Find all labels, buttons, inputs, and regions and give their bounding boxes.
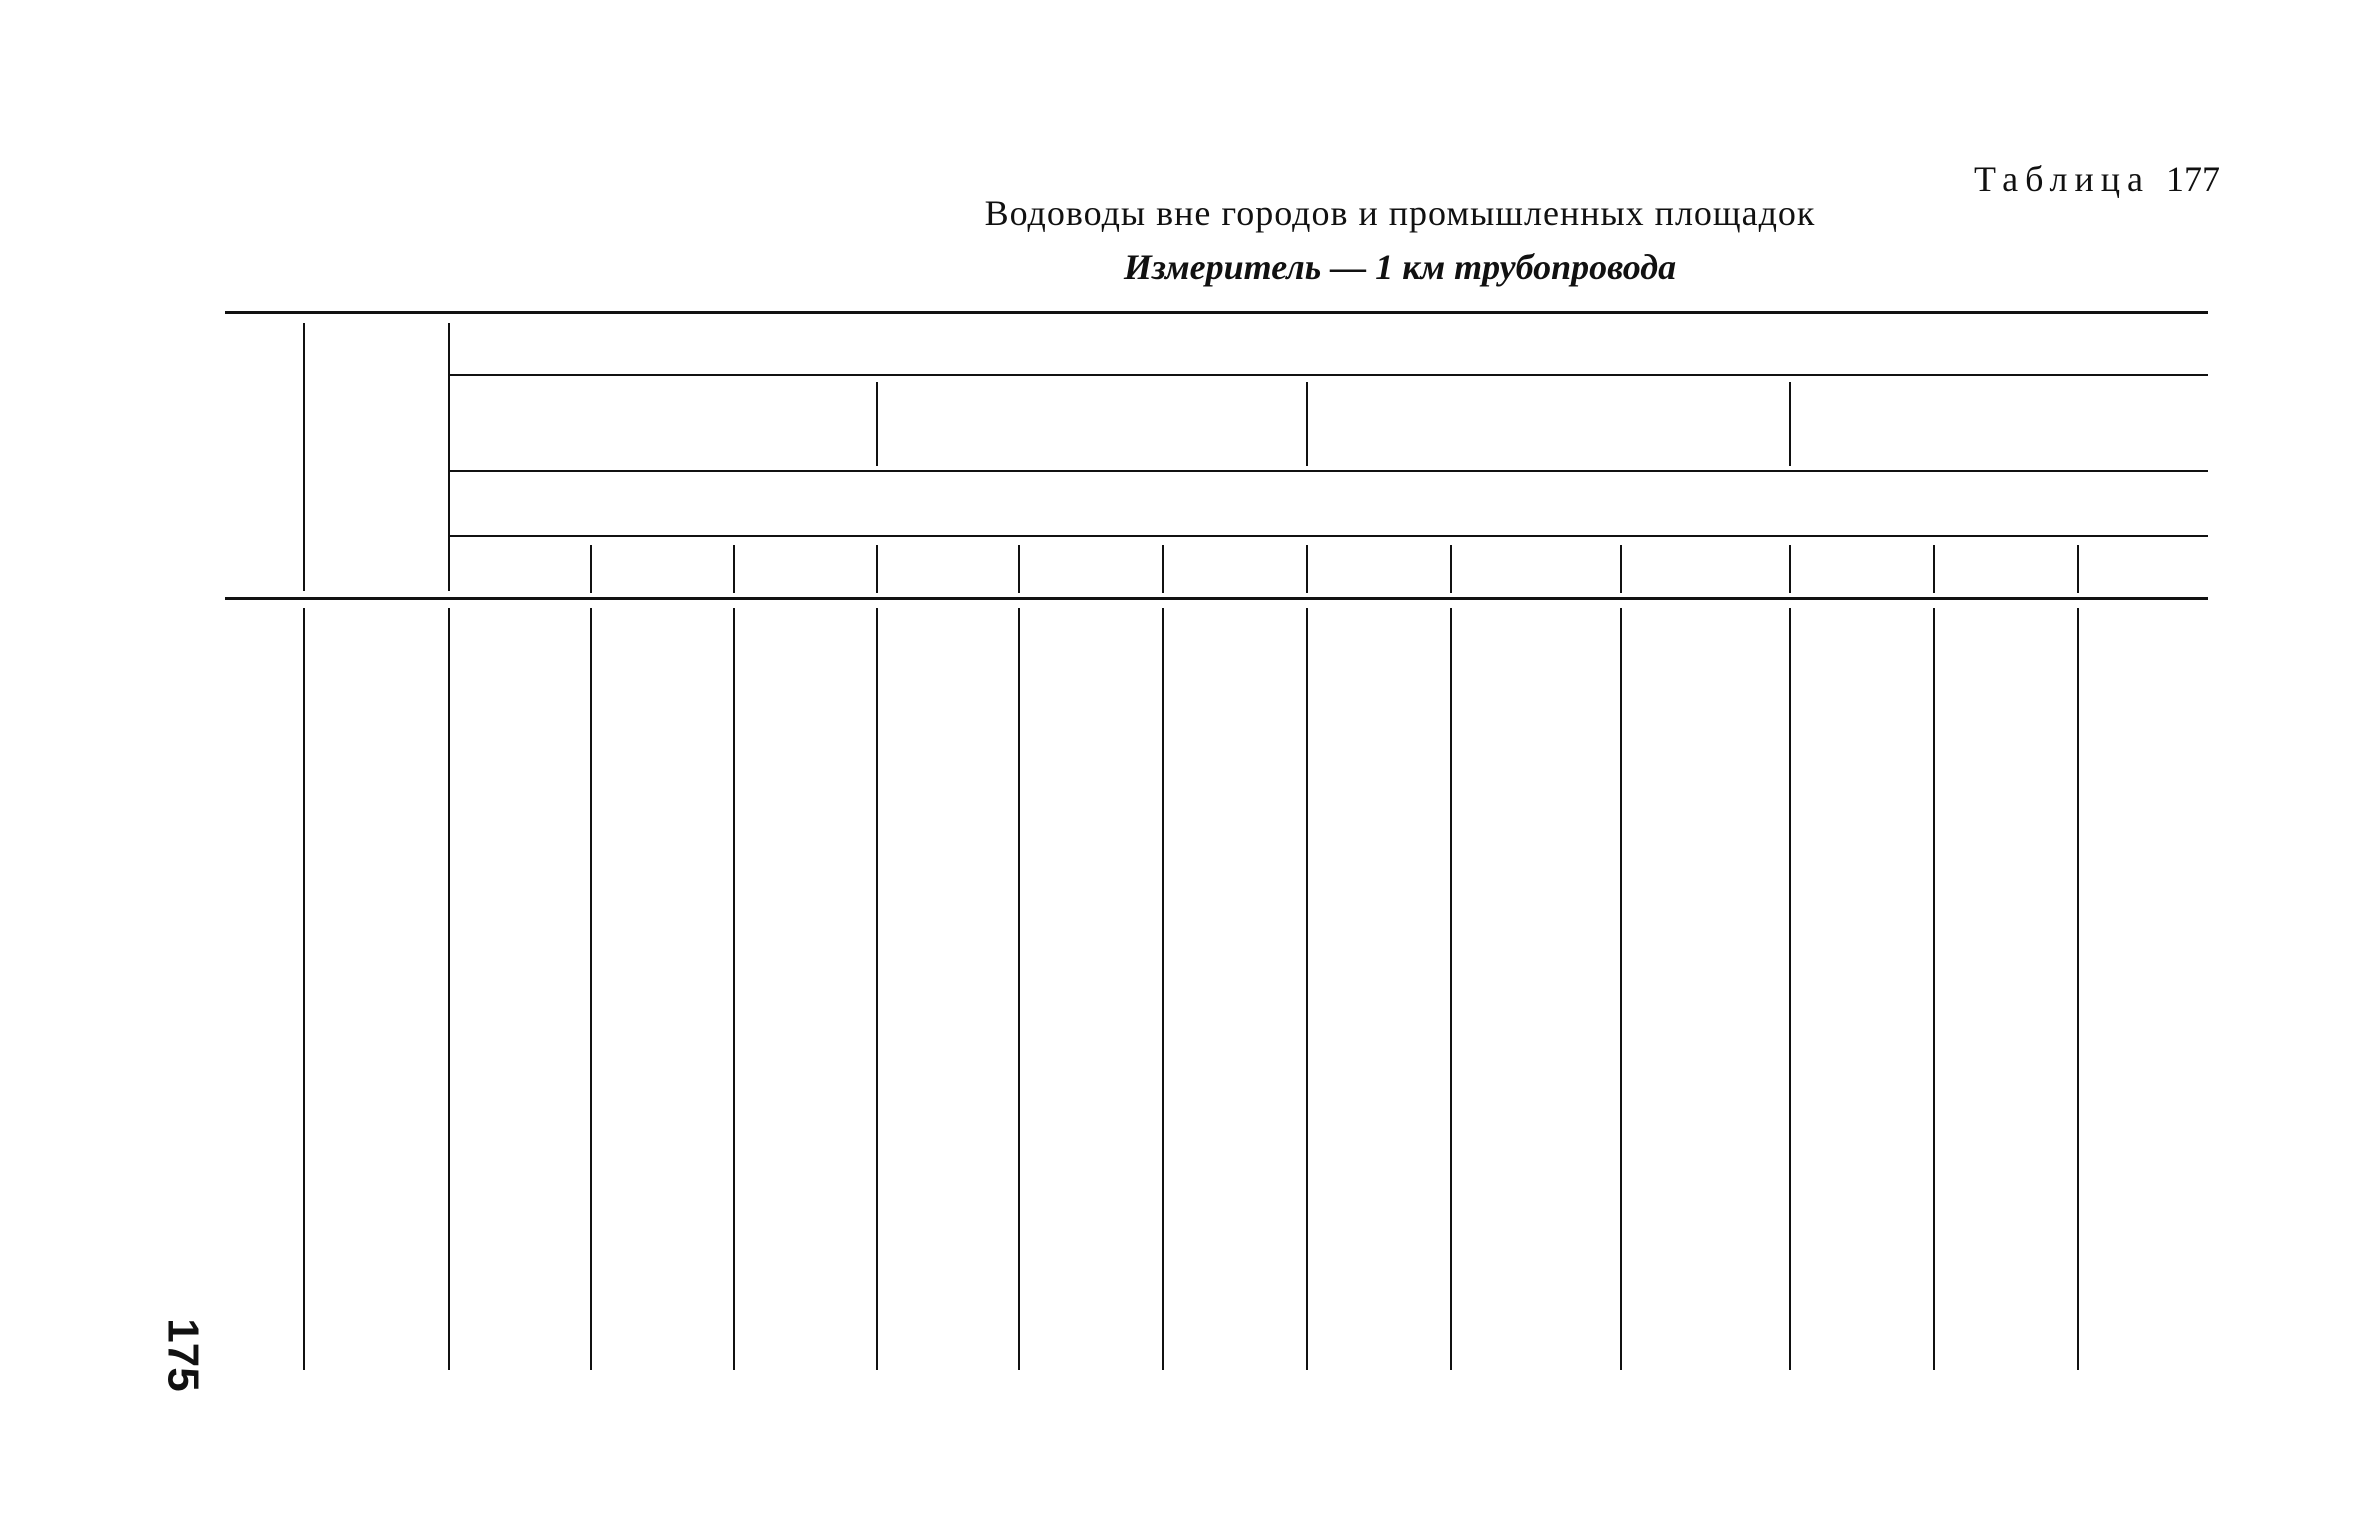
- depth-value-header: [876, 555, 1018, 591]
- table-top-rule: [225, 311, 2208, 314]
- depth-value-header: [1306, 555, 1450, 591]
- group-divider: [1789, 382, 1791, 466]
- body-col-line: [733, 608, 735, 1370]
- body-col-line: [876, 608, 878, 1370]
- body-col-line: [2077, 608, 2079, 1370]
- table-label-word: Таблица: [1974, 159, 2150, 199]
- body-col-line: [303, 608, 305, 1370]
- depth-value-header: [590, 555, 733, 591]
- depth-value-header: [1450, 555, 1620, 591]
- group-divider: [1306, 382, 1308, 466]
- depth-value-header: [1933, 555, 2077, 591]
- depth-value-header: [1018, 555, 1162, 591]
- body-col-line: [1162, 608, 1164, 1370]
- group-divider: [876, 382, 878, 466]
- page-subtitle: Измеритель — 1 км трубопровода: [1123, 247, 1677, 287]
- body-col-line: [1450, 608, 1452, 1370]
- depth-value-header: [733, 555, 876, 591]
- col-line: [448, 323, 450, 591]
- table-label-number: 177: [2166, 159, 2220, 199]
- col-line: [303, 323, 305, 591]
- body-col-line: [1789, 608, 1791, 1370]
- body-col-line: [1620, 608, 1622, 1370]
- body-col-line: [590, 608, 592, 1370]
- depth-value-header: [1620, 555, 1789, 591]
- depth-value-header: [2077, 555, 2208, 591]
- group-header-rule: [448, 470, 2208, 472]
- header-bottom-rule: [225, 597, 2208, 600]
- body-col-line: [448, 608, 450, 1370]
- body-col-line: [1933, 608, 1935, 1370]
- page-number: 175: [158, 1318, 208, 1392]
- page-title: Водоводы вне городов и промышленных площадок: [984, 193, 1816, 233]
- body-col-line: [1018, 608, 1020, 1370]
- depth-header-rule: [448, 535, 2208, 537]
- labor-header-rule: [448, 374, 2208, 376]
- body-col-line: [1306, 608, 1308, 1370]
- depth-value-header: [1789, 555, 1933, 591]
- depth-value-header: [1162, 555, 1306, 591]
